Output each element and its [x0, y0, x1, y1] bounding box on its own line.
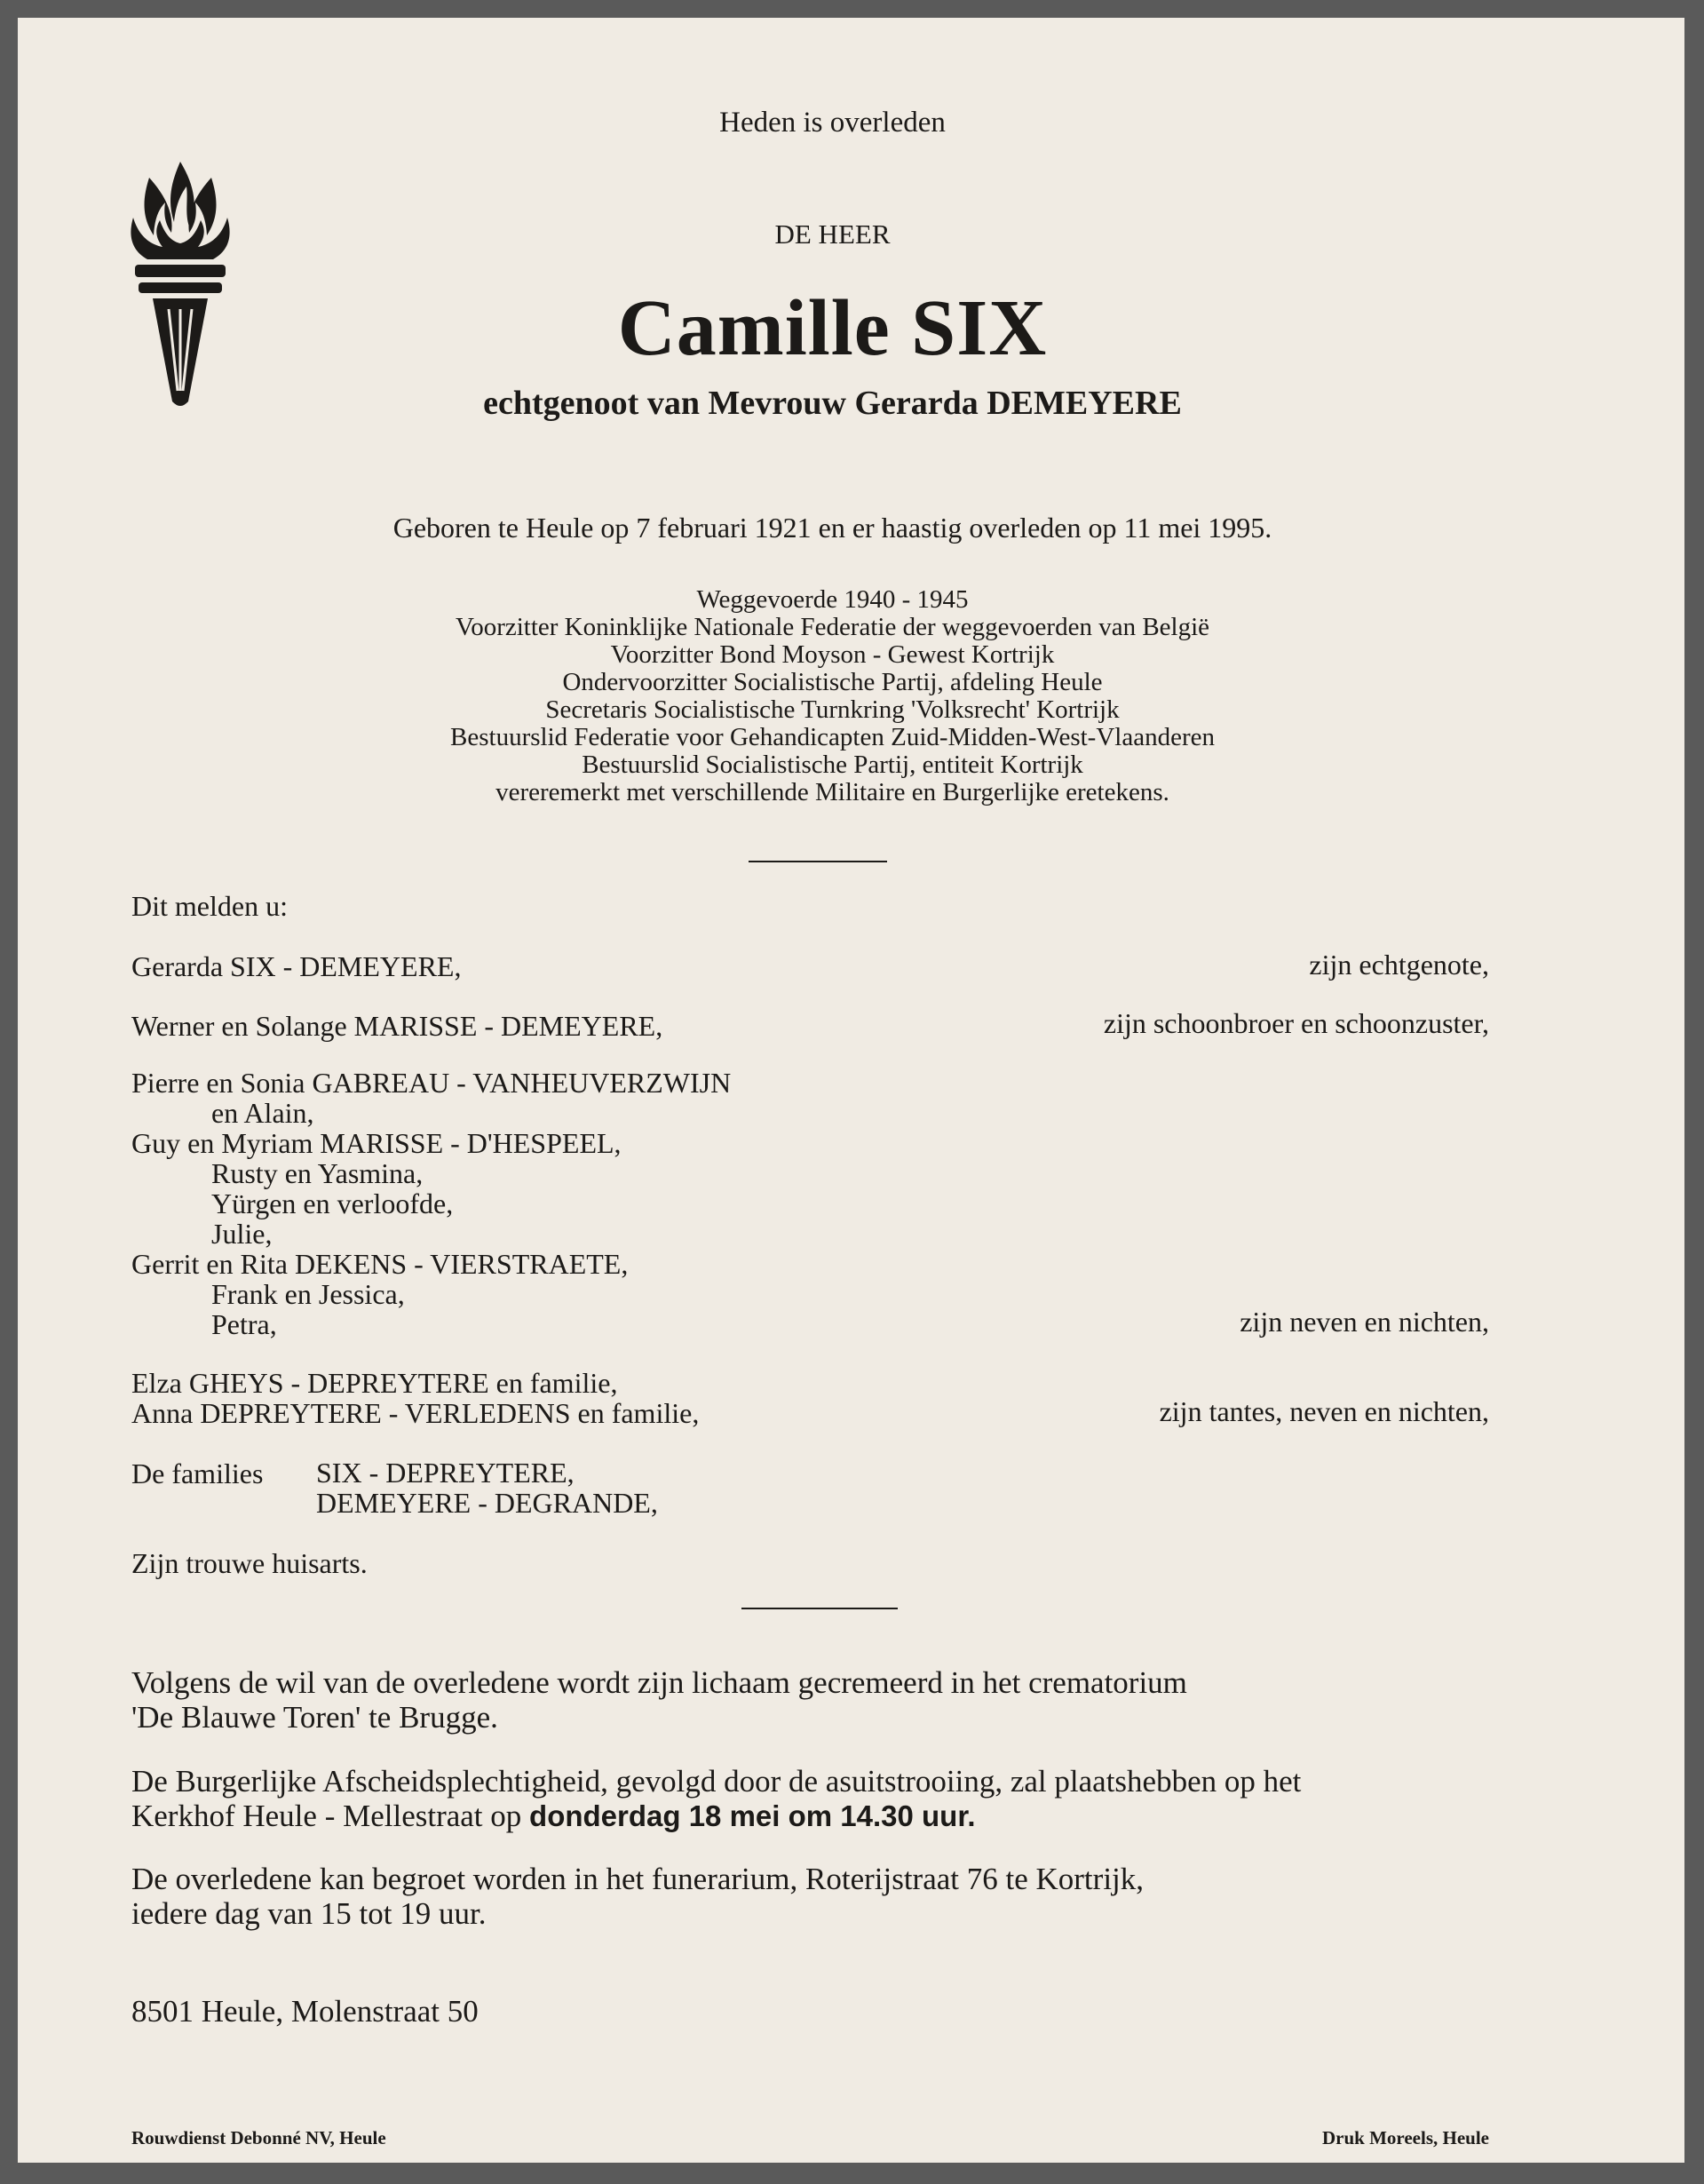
undertaker-credit: Rouwdienst Debonné NV, Heule — [131, 2127, 386, 2148]
families-label: De families — [131, 1457, 264, 1489]
list-item: SIX - DEPREYTERE, — [316, 1457, 575, 1489]
mourners-intro: Dit melden u: — [131, 890, 288, 922]
cousins-list — [131, 1068, 731, 1339]
cremation-line: 'De Blauwe Toren' te Brugge. — [131, 1700, 498, 1735]
list-item: Rusty en Yasmina, — [211, 1157, 424, 1189]
cremation-paragraph — [131, 1665, 1187, 1735]
list-item: Julie, — [211, 1218, 273, 1250]
deceased-name: Camille SIX — [617, 284, 1048, 372]
farewell-location: Kerkhof Heule - Mellestraat op — [131, 1799, 530, 1833]
aunts-relation: zijn tantes, neven en nichten, — [1159, 1395, 1489, 1427]
title-line: Bestuurslid Socialistische Partij, entiteit Kortrijk — [582, 751, 1083, 779]
list-item: en Alain, — [211, 1097, 314, 1129]
cremation-line: Volgens de wil van de overledene wordt zijn lichaam gecremeerd in het crematorium — [131, 1665, 1187, 1700]
obituary-card — [18, 18, 1684, 2163]
list-item: DEMEYERE - DEGRANDE, — [316, 1487, 658, 1519]
list-item: Frank en Jessica, — [211, 1278, 405, 1310]
farewell-date: donderdag 18 mei om 14.30 uur. — [529, 1799, 976, 1832]
cousins-relation: zijn neven en nichten, — [1240, 1306, 1489, 1338]
farewell-paragraph — [131, 1764, 1301, 1833]
in-laws-name: Werner en Solange MARISSE - DEMEYERE, — [131, 1010, 663, 1042]
intro-text: Heden is overleden — [719, 107, 946, 139]
address-line: 8501 Heule, Molenstraat 50 — [131, 1994, 479, 2029]
viewing-line: De overledene kan begroet worden in het funerarium, Roterijstraat 76 te Kortrijk, — [131, 1862, 1145, 1896]
title-line: vereremerkt met verschillende Militaire en Burgerlijke eretekens. — [495, 778, 1169, 806]
list-item: Petra, — [211, 1308, 277, 1340]
spouse-name: Gerarda SIX - DEMEYERE, — [131, 950, 462, 982]
farewell-line — [131, 1799, 1301, 1833]
birth-death-line: Geboren te Heule op 7 februari 1921 en er haastig overleden op 11 mei 1995. — [392, 512, 1272, 544]
doctor-line: Zijn trouwe huisarts. — [131, 1547, 368, 1579]
divider — [749, 861, 887, 862]
title-line: Voorzitter Bond Moyson - Gewest Kortrijk — [610, 640, 1055, 669]
title-line: Bestuurslid Federatie voor Gehandicapten Zuid-Midden-West-Vlaanderen — [450, 723, 1215, 751]
list-item: Gerrit en Rita DEKENS - VIERSTRAETE, — [131, 1248, 629, 1280]
title-line: Voorzitter Koninklijke Nationale Federatie der weggevoerden van België — [455, 613, 1210, 641]
divider — [741, 1608, 898, 1609]
list-item: Guy en Myriam MARISSE - D'HESPEEL, — [131, 1127, 622, 1159]
farewell-line: De Burgerlijke Afscheidsplechtigheid, gevolgd door de asuitstrooiing, zal plaatshebben op het — [131, 1764, 1302, 1799]
printer-credit: Druk Moreels, Heule — [1322, 2127, 1489, 2148]
spouse-relation: zijn echtgenote, — [1309, 949, 1489, 981]
list-item: Elza GHEYS - DEPREYTERE en familie, — [131, 1367, 618, 1399]
title-line: Ondervoorzitter Socialistische Partij, afdeling Heule — [562, 668, 1103, 696]
in-laws-relation: zijn schoonbroer en schoonzuster, — [1103, 1007, 1489, 1039]
viewing-paragraph — [131, 1862, 1144, 1931]
viewing-line: iedere dag van 15 tot 19 uur. — [131, 1896, 487, 1931]
title-line: Secretaris Socialistische Turnkring 'Volksrecht' Kortrijk — [545, 695, 1120, 724]
title-prefix: DE HEER — [774, 218, 891, 250]
list-item: Yürgen en verloofde, — [211, 1187, 454, 1219]
spouse-line: echtgenoot van Mevrouw Gerarda DEMEYERE — [483, 385, 1182, 422]
titles-list — [18, 586, 1647, 806]
families-list — [316, 1457, 658, 1518]
title-line: Weggevoerde 1940 - 1945 — [696, 585, 969, 614]
list-item: Anna DEPREYTERE - VERLEDENS en familie, — [131, 1397, 700, 1429]
aunts-list — [131, 1368, 699, 1428]
list-item: Pierre en Sonia GABREAU - VANHEUVERZWIJN — [131, 1067, 732, 1099]
